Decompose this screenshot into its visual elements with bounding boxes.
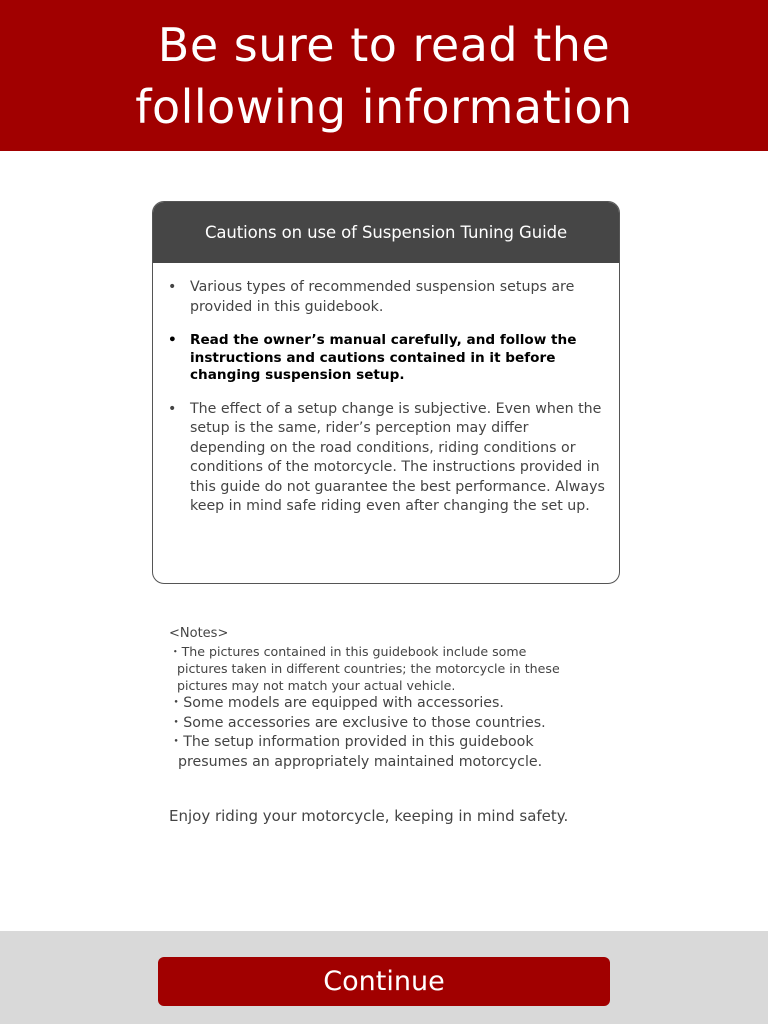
footer-bar [0, 931, 768, 1024]
caution-text: Various types of recommended suspension setups are provided in this guidebook. [190, 279, 575, 315]
page-title-line-1: Be sure to read the [157, 18, 611, 72]
notes-section [169, 624, 609, 772]
note-line: ・The pictures contained in this guidebook include some [169, 644, 527, 659]
caution-item-setups [168, 278, 608, 317]
closing-message: Enjoy riding your motorcycle, keeping in mind safety. [169, 807, 569, 825]
note-line: ・Some models are equipped with accessories. [169, 695, 504, 711]
continue-button[interactable]: Continue [158, 957, 610, 1006]
caution-text: The effect of a setup change is subjective. Even when the setup is the same, rider’s perception may differ depending on the road conditions, riding conditions or conditions of the motorcycle. The instructions provided in this guide do not guarantee the best performance. Always keep in mind safe riding even after changing the set up. [190, 400, 605, 514]
bullet-icon: • [168, 279, 177, 295]
caution-item-subjective-effect [168, 400, 608, 517]
page-title-line-2: following information [135, 80, 633, 134]
notes-heading: <Notes> [169, 626, 229, 641]
caution-text: Read the owner’s manual carefully, and follow the instructions and cautions contained in it before changing suspension setup. [190, 332, 577, 383]
cautions-title: Cautions on use of Suspension Tuning Guide [153, 202, 619, 263]
bullet-icon: • [168, 400, 177, 417]
caution-item-owners-manual [168, 332, 608, 385]
cautions-list [168, 278, 608, 532]
note-line: presumes an appropriately maintained motorcycle. [169, 753, 543, 770]
cautions-panel [152, 201, 620, 584]
page-header [0, 0, 768, 151]
note-line: pictures taken in different countries; the motorcycle in these [169, 661, 560, 676]
bullet-icon: • [168, 332, 177, 348]
note-line: pictures may not match your actual vehicle. [169, 678, 456, 693]
note-line: ・Some accessories are exclusive to those countries. [169, 714, 546, 731]
note-line: ・The setup information provided in this guidebook [169, 734, 534, 750]
